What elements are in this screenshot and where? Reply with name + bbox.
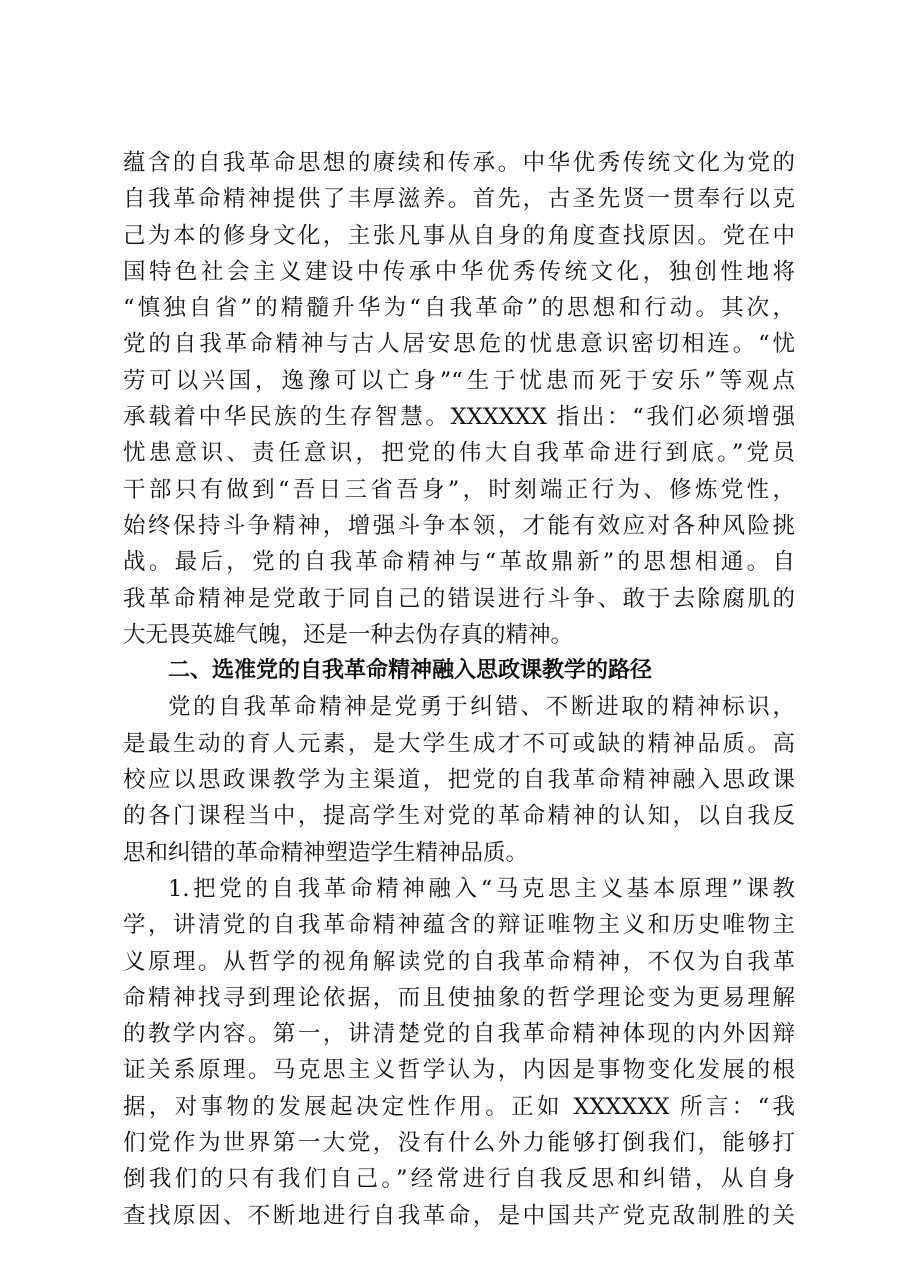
- text-line: 是最生动的育人元素，是大学生成才不可或缺的精神品质。高: [123, 730, 795, 757]
- text-line: 大无畏英雄气魄，还是一种去伪存真的精神。: [123, 621, 574, 648]
- section-heading: 二、选准党的自我革命精神融入思政课教学的路径: [168, 658, 653, 684]
- text-line: 的各门课程当中，提高学生对党的革命精神的认知，以自我反: [123, 803, 795, 830]
- text-line: 始终保持斗争精神，增强斗争本领，才能有效应对各种风险挑: [123, 512, 795, 539]
- text-line: 们党作为世界第一大党，没有什么外力能够打倒我们，能够打: [123, 1130, 795, 1157]
- text-line: 蕴含的自我革命思想的赓续和传承。中华优秀传统文化为党的: [123, 150, 795, 176]
- text-line: 党的自我革命精神与古人居安思危的忧患意识密切相连。“忧: [123, 331, 795, 358]
- text-line: 战。最后，党的自我革命精神与“革故鼎新”的思想相通。自: [123, 549, 795, 576]
- text-line: 自我革命精神提供了丰厚滋养。首先，古圣先贤一贯奉行以克: [123, 186, 795, 213]
- text-line: 党的自我革命精神是党勇于纠错、不断进取的精神标识，: [168, 694, 795, 721]
- text-line: “慎独自省”的精髓升华为“自我革命”的思想和行动。其次，: [123, 295, 795, 322]
- text-line: 命精神找寻到理论依据，而且使抽象的哲学理论变为更易理解: [123, 984, 795, 1011]
- paragraph-marxism-principles: [123, 871, 795, 1234]
- text-line: 承载着中华民族的生存智慧。XXXXXX 指出：“我们必须增强: [123, 404, 795, 431]
- text-line: 义原理。从哲学的视角解读党的自我革命精神，不仅为自我革: [123, 948, 795, 975]
- text-line: 证关系原理。马克思主义哲学认为，内因是事物变化发展的根: [123, 1057, 795, 1084]
- text-line: 己为本的修身文化，主张凡事从自身的角度查找原因。党在中: [123, 222, 795, 249]
- text-line: 劳可以兴国，逸豫可以亡身”“生于忧患而死于安乐”等观点: [123, 367, 795, 394]
- text-line: 倒我们的只有我们自己。”经常进行自我反思和纠错，从自身: [123, 1166, 795, 1193]
- text-line: 忧患意识、责任意识，把党的伟大自我革命进行到底。”党员: [123, 440, 795, 467]
- text-line: 学，讲清党的自我革命精神蕴含的辩证唯物主义和历史唯物主: [123, 912, 795, 939]
- text-line: 校应以思政课教学为主渠道，把党的自我革命精神融入思政课: [123, 767, 795, 794]
- document-page: [123, 145, 795, 1234]
- text-line: 干部只有做到“吾日三省吾身”，时刻端正行为、修炼党性，: [123, 476, 795, 503]
- text-line: 的教学内容。第一，讲清楚党的自我革命精神体现的内外因辩: [123, 1021, 795, 1048]
- text-line: 据，对事物的发展起决定性作用。正如 XXXXXX 所言：“我: [123, 1093, 795, 1120]
- text-line: 1.把党的自我革命精神融入“马克思主义基本原理”课教: [168, 875, 795, 902]
- text-line: 思和纠错的革命精神塑造学生精神品质。: [123, 839, 529, 866]
- paragraph-traditional-culture: [123, 145, 795, 653]
- text-line: 查找原因、不断地进行自我革命，是中国共产党克敌制胜的关: [123, 1202, 795, 1229]
- paragraph-intro-path: [123, 689, 795, 870]
- text-line: 我革命精神是党敢于同自己的错误进行斗争、敢于去除腐肌的: [123, 585, 795, 612]
- text-line: 国特色社会主义建设中传承中华优秀传统文化，独创性地将: [123, 258, 795, 285]
